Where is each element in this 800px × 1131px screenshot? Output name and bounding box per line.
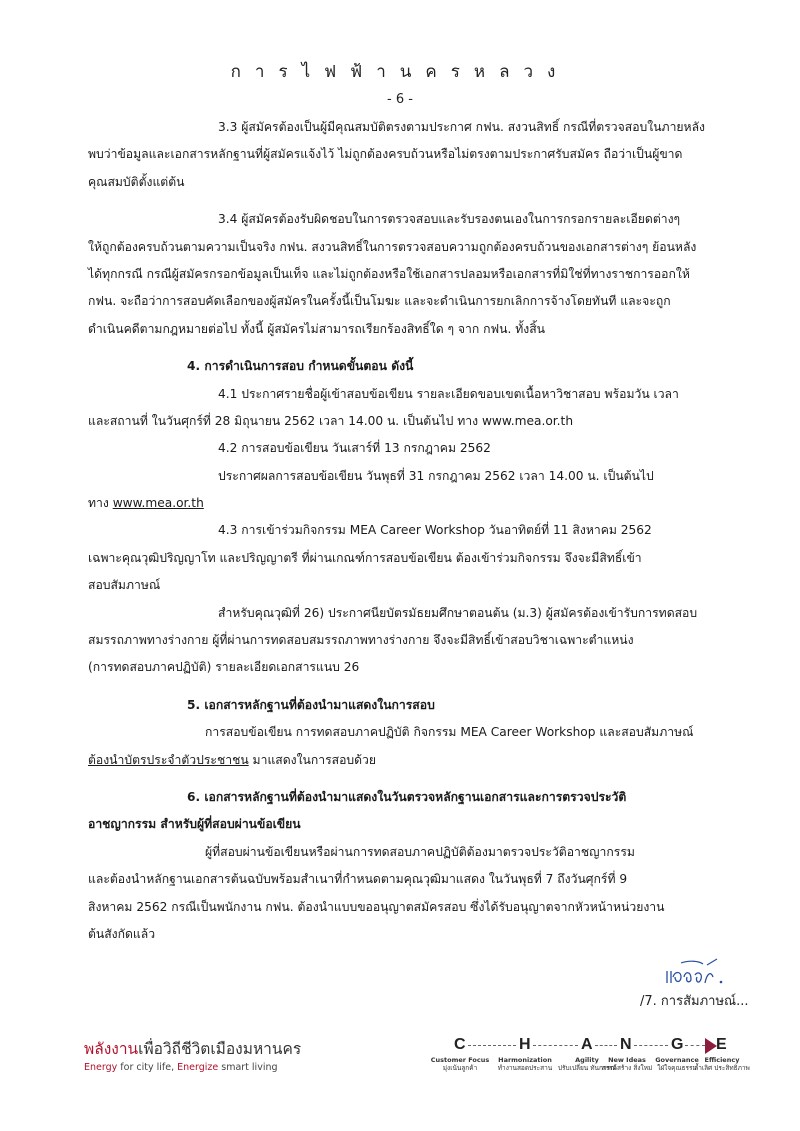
- change-letter-e: E: [716, 1036, 727, 1053]
- slogan-thai-rest: เพื่อวิถีชีวิตเมืองมหานคร: [138, 1040, 302, 1058]
- label-th: ปรับเปลี่ยน ทันการณ์: [557, 1064, 617, 1072]
- section-5-line-rest: มาแสดงในการสอบด้วย: [248, 752, 377, 767]
- change-label-g: [655, 1056, 699, 1072]
- change-values-logo: [430, 1036, 750, 1086]
- label-th: มุ่งเน้นลูกค้า: [442, 1064, 478, 1072]
- mea-website-link[interactable]: www.mea.or.th: [112, 496, 204, 511]
- slogan-en-rest: smart living: [218, 1062, 278, 1073]
- slogan-en-energy: Energy: [84, 1062, 118, 1073]
- label-en: Harmonization: [498, 1056, 552, 1064]
- slogan-en-energize: Energize: [177, 1062, 219, 1073]
- section-3-4-line: 3.4 ผู้สมัครต้องรับผิดชอบในการตรวจสอบและรับรองตนเองในการกรอกรายละเอียดต่างๆ: [218, 212, 681, 227]
- section-4-2-line: ประกาศผลการสอบข้อเขียน วันพุธที่ 31 กรกฎาคม 2562 เวลา 14.00 น. เป็นต้นไป: [218, 468, 654, 483]
- label-th: ล้ำเลิศ ประสิทธิภาพ: [694, 1064, 750, 1072]
- label-en: Efficiency: [704, 1056, 740, 1064]
- mea-slogan: [84, 1036, 301, 1073]
- label-th: ใฝ่ใจคุณธรรม: [657, 1064, 697, 1072]
- section-4-3-line: สอบสัมภาษณ์: [88, 578, 161, 593]
- change-letter-g: G: [671, 1036, 684, 1053]
- section-4-2-line: [88, 490, 743, 517]
- change-letter-n: N: [620, 1036, 632, 1053]
- section-3-4-line: ดำเนินคดีตามกฎหมายต่อไป ทั้งนี้ ผู้สมัครไม่สามารถเรียกร้องสิทธิ์ใด ๆ จาก กฟน. ทั้งสิ้น: [88, 321, 545, 336]
- section-6-line: สิงหาคม 2562 กรณีเป็นพนักงาน กฟน. ต้องนำแบบขออนุญาตสมัครสอบ ซึ่งได้รับอนุญาตจากหัวหน้าหน่วยงาน: [88, 899, 665, 914]
- link-prefix: ทาง: [88, 496, 113, 511]
- section-4-heading: 4. การดำเนินการสอบ กำหนดขั้นตอน ดังนี้: [187, 359, 414, 374]
- page-number: - 6 -: [387, 92, 413, 107]
- label-en: Customer Focus: [430, 1056, 490, 1064]
- dashed-connector: [595, 1045, 617, 1046]
- section-3-4-line: กฟน. จะถือว่าการสอบคัดเลือกของผู้สมัครในครั้งนี้เป็นโมฆะ และจะดำเนินการยกเลิกการจ้างโดยทันที และจะถูก: [88, 294, 671, 309]
- section-5-line: [88, 747, 743, 774]
- section-6-line: ผู้ที่สอบผ่านข้อเขียนหรือผ่านการทดสอบภาคปฏิบัติต้องมาตรวจประวัติอาชญากรรม: [205, 844, 635, 859]
- organization-header: การไฟฟ้านครหลวง: [230, 62, 570, 82]
- slogan-thai: [84, 1036, 301, 1061]
- section-4-1-line: และสถานที่ ในวันศุกร์ที่ 28 มิถุนายน 2562 เวลา 14.00 น. เป็นต้นไป ทาง www.mea.or.th: [88, 413, 574, 428]
- label-en: Governance: [655, 1056, 699, 1064]
- section-3-3-line: 3.3 ผู้สมัครต้องเป็นผู้มีคุณสมบัติตรงตามประกาศ กฟน. สงวนสิทธิ์ กรณีที่ตรวจสอบในภายหลัง: [218, 120, 706, 134]
- document-body: [88, 114, 743, 948]
- label-th: สรรค์สร้าง สิ่งใหม่: [601, 1064, 653, 1072]
- signature-icon: [659, 957, 739, 987]
- dashed-connector: [533, 1045, 578, 1046]
- section-4-1-line: 4.1 ประกาศรายชื่อผู้เข้าสอบข้อเขียน รายละเอียดขอบเขตเนื้อหาวิชาสอบ พร้อมวัน เวลา: [218, 386, 679, 401]
- change-letter-c: C: [454, 1036, 466, 1053]
- section-6-heading: อาชญากรรม สำหรับผู้ที่สอบผ่านข้อเขียน: [88, 817, 301, 832]
- label-en: New Ideas: [608, 1056, 646, 1064]
- id-card-requirement: ต้องนำบัตรประจำตัวประชาชน: [88, 752, 249, 767]
- next-page-indicator: /7. การสัมภาษณ์...: [640, 994, 749, 1009]
- slogan-en-mid: for city life,: [117, 1062, 178, 1073]
- change-label-n: [602, 1056, 653, 1072]
- dashed-connector: [685, 1045, 705, 1046]
- section-4-3-line: เฉพาะคุณวุฒิปริญญาโท และปริญญาตรี ที่ผ่านเกณฑ์การสอบข้อเขียน ต้องเข้าร่วมกิจกรรม จึงจะมีสิทธิ์เข้า: [88, 550, 642, 565]
- section-3-3-line: คุณสมบัติตั้งแต่ต้น: [88, 174, 185, 189]
- section-6-line: และต้องนำหลักฐานเอกสารต้นฉบับพร้อมสำเนาที่กำหนดตามคุณวุฒิมาแสดง ในวันพุธที่ 7 ถึงวันศุกร์ที่ 9: [88, 872, 628, 887]
- section-4-3-note: สมรรถภาพทางร่างกาย ผู้ที่ผ่านการทดสอบสมรรถภาพทางร่างกาย จึงจะมีสิทธิ์เข้าสอบวิชาเฉพาะตำแหน่ง: [88, 633, 634, 648]
- section-6-line: ต้นสังกัดแล้ว: [88, 926, 156, 941]
- section-4-3-note: สำหรับคุณวุฒิที่ 26) ประกาศนียบัตรมัธยมศึกษาตอนต้น (ม.3) ผู้สมัครต้องเข้ารับการทดสอบ: [218, 605, 698, 620]
- section-5-heading: 5. เอกสารหลักฐานที่ต้องนำมาแสดงในการสอบ: [187, 697, 435, 712]
- section-4-2-line: 4.2 การสอบข้อเขียน วันเสาร์ที่ 13 กรกฎาคม 2562: [218, 441, 491, 456]
- dashed-connector: [634, 1045, 668, 1046]
- change-letter-h: H: [519, 1036, 531, 1053]
- label-en: Agility: [575, 1056, 599, 1064]
- slogan-english: [84, 1062, 301, 1073]
- section-4-3-note: (การทดสอบภาคปฏิบัติ) รายละเอียดเอกสารแนบ 26: [88, 660, 360, 675]
- section-6-heading: 6. เอกสารหลักฐานที่ต้องนำมาแสดงในวันตรวจหลักฐานเอกสารและการตรวจประวัติ: [187, 789, 627, 804]
- label-th: ทำงานสอดประสาน: [497, 1064, 553, 1072]
- dashed-connector: [468, 1045, 516, 1046]
- section-3-4-line: ให้ถูกต้องครบถ้วนตามความเป็นจริง กฟน. สงวนสิทธิ์ในการตรวจสอบความถูกต้องครบถ้วนของเอกสารต่างๆ ย้อนหลัง: [88, 239, 697, 254]
- change-label-h: [498, 1056, 552, 1072]
- section-4-3-line: 4.3 การเข้าร่วมกิจกรรม MEA Career Workshop วันอาทิตย์ที่ 11 สิงหาคม 2562: [218, 523, 652, 538]
- section-3-3-line: พบว่าข้อมูลและเอกสารหลักฐานที่ผู้สมัครแจ้งไว้ ไม่ถูกต้องครบถ้วนหรือไม่ตรงตามประกาศรับสมัคร ถือว่าเป็นผู้ขาด: [88, 147, 683, 162]
- slogan-thai-highlight: พลังงาน: [84, 1040, 139, 1058]
- change-label-c: [431, 1056, 489, 1072]
- change-label-e: [694, 1056, 750, 1072]
- change-letter-a: A: [581, 1036, 593, 1053]
- section-3-4-line: ได้ทุกกรณี กรณีผู้สมัครกรอกข้อมูลเป็นเท็จ และไม่ถูกต้องหรือใช้เอกสารปลอมหรือเอกสารที่มิใช่ที่ทางราชการออกให้: [88, 266, 690, 281]
- section-5-line: การสอบข้อเขียน การทดสอบภาคปฏิบัติ กิจกรรม MEA Career Workshop และสอบสัมภาษณ์: [205, 725, 694, 740]
